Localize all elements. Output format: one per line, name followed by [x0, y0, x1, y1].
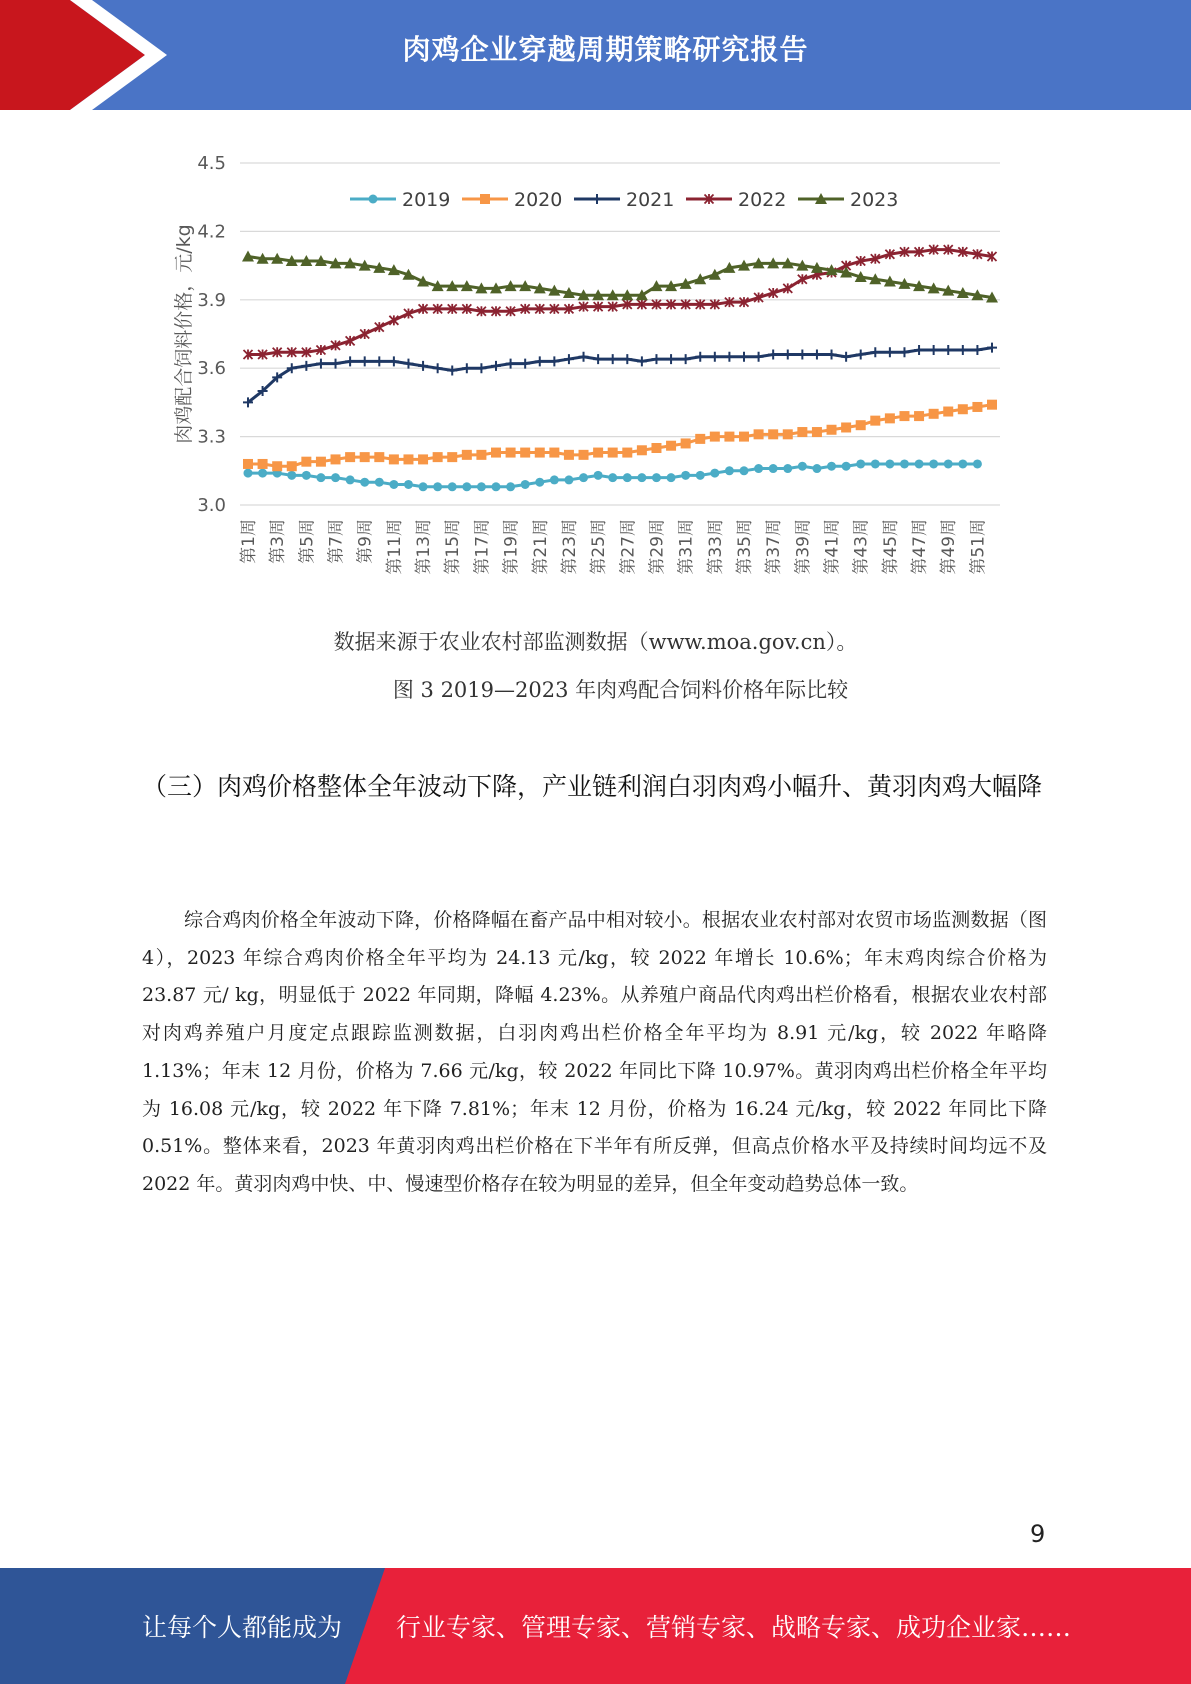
data-point	[345, 356, 355, 366]
data-point	[623, 473, 632, 482]
data-point	[958, 404, 968, 414]
x-tick-label: 第25周	[589, 519, 610, 575]
data-point	[419, 482, 428, 491]
data-point	[740, 466, 749, 475]
page-number: 9	[1030, 1520, 1046, 1548]
data-point	[287, 461, 297, 471]
data-point	[521, 480, 530, 489]
data-point	[579, 352, 589, 362]
data-point	[480, 194, 490, 204]
data-point	[929, 409, 939, 419]
x-tick-label: 第3周	[268, 519, 289, 564]
data-point	[622, 354, 632, 364]
data-point	[929, 345, 939, 355]
data-point	[316, 359, 326, 369]
data-point	[403, 454, 413, 464]
data-point	[389, 356, 399, 366]
data-point	[331, 473, 340, 482]
data-point	[681, 438, 691, 448]
data-point	[958, 459, 967, 468]
data-point	[389, 480, 398, 489]
x-tick-label: 第35周	[735, 519, 755, 575]
data-point	[564, 475, 573, 484]
data-point	[651, 443, 661, 453]
x-tick-label: 第7周	[326, 519, 347, 564]
y-tick-label: 3.6	[197, 358, 226, 380]
data-point	[418, 361, 428, 371]
data-point	[667, 473, 676, 482]
data-point	[404, 480, 413, 489]
data-point	[491, 361, 501, 371]
data-point	[856, 459, 865, 468]
data-point	[301, 457, 311, 467]
data-point	[360, 452, 370, 462]
data-point	[666, 441, 676, 451]
data-point	[768, 350, 778, 360]
data-point	[433, 482, 442, 491]
data-point	[885, 347, 895, 357]
data-point	[652, 473, 661, 482]
data-point	[681, 354, 691, 364]
x-tick-label: 第29周	[647, 519, 668, 575]
data-point	[943, 345, 953, 355]
data-point	[899, 347, 909, 357]
data-point	[798, 462, 807, 471]
x-tick-label: 第41周	[822, 519, 843, 575]
data-point	[535, 448, 545, 458]
x-tick-label: 第27周	[618, 519, 639, 575]
data-point	[346, 475, 355, 484]
data-point	[462, 450, 472, 460]
data-point	[433, 363, 443, 373]
data-point	[520, 448, 530, 458]
x-tick-label: 第11周	[384, 519, 405, 575]
x-tick-label: 第17周	[472, 519, 493, 575]
data-point	[724, 352, 734, 362]
data-point	[549, 448, 559, 458]
data-point	[243, 459, 253, 469]
data-point	[258, 459, 268, 469]
data-point	[783, 429, 793, 439]
data-point	[316, 473, 325, 482]
data-point	[754, 352, 764, 362]
data-point	[695, 352, 705, 362]
body-paragraph: 综合鸡肉价格全年波动下降，价格降幅在畜产品中相对较小。根据农业农村部对农贸市场监测数据（图 4），2023 年综合鸡肉价格全年平均为 24.13 元/kg，较 2022 年增长 10.6%；年末鸡肉综合价格为 23.87 元/ kg，明显低于 2022 年同期，降幅 4.23%。从养殖户商品代肉鸡出栏价格看，根据农业农村部对肉鸡养殖户月度定点跟踪监测数据，白羽肉鸡出栏价格全年平均为 8.91 元/kg，较 2022 年略降 1.13%；年末 12 月份，价格为 7.66 元/kg，较 2022 年同比下降 10.97%。黄羽肉鸡出栏价格全年平均为 16.08 元/kg，较 2022 年下降 7.81%；年末 12 月份，价格为 16.24 元/kg，较 2022 年同比下降 0.51%。整体来看，2023 年黄羽肉鸡出栏价格在下半年有所反弹，但高点价格水平及持续时间均远不及 2022 年。黄羽肉鸡中快、中、慢速型价格存在较为明显的差异，但全年变动趋势总体一致。	[142, 909, 1047, 1195]
data-point	[885, 413, 895, 423]
data-point	[520, 359, 530, 369]
data-point	[375, 478, 384, 487]
data-point	[564, 354, 574, 364]
data-point	[681, 471, 690, 480]
data-point	[754, 429, 764, 439]
data-point	[870, 416, 880, 426]
data-point	[842, 462, 851, 471]
data-point	[448, 482, 457, 491]
footer-slogan-left: 让每个人都能成为	[142, 1613, 343, 1642]
x-tick-label: 第39周	[793, 519, 814, 575]
data-point	[812, 350, 822, 360]
x-tick-label: 第15周	[443, 519, 464, 575]
data-point	[724, 432, 734, 442]
data-point	[841, 352, 851, 362]
figure-source: 数据来源于农业农村部监测数据（www.moa.gov.cn）。	[333, 630, 858, 654]
data-point	[594, 471, 603, 480]
data-point	[447, 365, 457, 375]
data-point	[331, 359, 341, 369]
x-tick-label: 第31周	[676, 519, 697, 575]
data-point	[389, 454, 399, 464]
legend-label: 2021	[626, 189, 675, 211]
x-tick-label: 第5周	[297, 519, 318, 564]
data-point	[579, 450, 589, 460]
data-point	[476, 363, 486, 373]
data-point	[301, 361, 311, 371]
data-point	[710, 469, 719, 478]
data-point	[258, 469, 267, 478]
data-point	[550, 475, 559, 484]
x-tick-label: 第37周	[764, 519, 785, 575]
data-point	[491, 448, 501, 458]
y-tick-label: 4.2	[197, 221, 226, 243]
data-point	[477, 482, 486, 491]
data-point	[360, 356, 370, 366]
data-point	[812, 464, 821, 473]
data-point	[418, 454, 428, 464]
series-line-2021	[248, 348, 992, 403]
data-point	[272, 461, 282, 471]
data-point	[462, 363, 472, 373]
data-point	[696, 471, 705, 480]
x-tick-label: 第21周	[530, 519, 551, 575]
data-point	[374, 452, 384, 462]
y-axis-label: 肉鸡配合饲料价格，元/kg	[173, 224, 195, 444]
data-point	[593, 448, 603, 458]
data-point	[710, 352, 720, 362]
data-point	[973, 459, 982, 468]
figure-caption: 图 3 2019—2023 年肉鸡配合饲料价格年际比较	[392, 678, 849, 702]
data-point	[369, 195, 378, 204]
data-point	[914, 345, 924, 355]
data-point	[535, 356, 545, 366]
y-tick-label: 3.9	[197, 289, 226, 311]
data-point	[302, 471, 311, 480]
legend-label: 2022	[738, 189, 787, 211]
data-point	[287, 471, 296, 480]
data-point	[739, 432, 749, 442]
data-point	[637, 445, 647, 455]
data-point	[885, 459, 894, 468]
x-tick-label: 第45周	[880, 519, 901, 575]
data-point	[564, 450, 574, 460]
data-point	[856, 420, 866, 430]
y-tick-label: 3.3	[197, 426, 226, 448]
data-point	[651, 354, 661, 364]
x-tick-label: 第23周	[559, 519, 580, 575]
x-tick-label: 第43周	[851, 519, 872, 575]
data-point	[827, 425, 837, 435]
data-point	[972, 402, 982, 412]
data-point	[549, 356, 559, 366]
data-point	[856, 350, 866, 360]
data-point	[592, 194, 602, 204]
footer-slogan-right: 行业专家、管理专家、营销专家、战略专家、成功企业家……	[396, 1613, 1072, 1642]
data-point	[900, 459, 909, 468]
legend-label: 2020	[514, 189, 563, 211]
data-point	[666, 354, 676, 364]
data-point	[447, 452, 457, 462]
data-point	[739, 352, 749, 362]
data-point	[797, 427, 807, 437]
data-point	[637, 356, 647, 366]
data-point	[476, 450, 486, 460]
data-point	[914, 411, 924, 421]
data-point	[769, 464, 778, 473]
data-point	[987, 400, 997, 410]
data-point	[506, 482, 515, 491]
header-title: 肉鸡企业穿越周期策略研究报告	[402, 33, 809, 66]
data-point	[360, 478, 369, 487]
data-point	[506, 448, 516, 458]
x-tick-label: 第33周	[705, 519, 726, 575]
data-point	[827, 462, 836, 471]
section-heading: （三）肉鸡价格整体全年波动下降，产业链利润白羽肉鸡小幅升、黄羽肉鸡大幅降	[142, 772, 1043, 801]
data-point	[768, 429, 778, 439]
legend-label: 2019	[402, 189, 451, 211]
page-header	[0, 0, 1191, 110]
data-point	[608, 473, 617, 482]
data-point	[244, 469, 253, 478]
y-tick-label: 3.0	[197, 495, 226, 516]
data-point	[331, 454, 341, 464]
page-footer	[0, 1568, 1191, 1684]
x-tick-label: 第49周	[939, 519, 960, 575]
x-tick-label: 第9周	[355, 519, 376, 564]
data-point	[783, 464, 792, 473]
data-point	[944, 459, 953, 468]
data-point	[695, 434, 705, 444]
data-point	[915, 459, 924, 468]
x-tick-label: 第1周	[239, 519, 259, 564]
data-point	[958, 345, 968, 355]
data-point	[871, 459, 880, 468]
data-point	[899, 411, 909, 421]
x-tick-label: 第19周	[501, 519, 522, 575]
data-point	[506, 359, 516, 369]
data-point	[929, 459, 938, 468]
data-point	[870, 347, 880, 357]
data-point	[987, 343, 997, 353]
data-point	[608, 448, 618, 458]
y-tick-label: 4.5	[197, 153, 226, 174]
data-point	[535, 478, 544, 487]
data-point	[462, 482, 471, 491]
data-point	[783, 350, 793, 360]
data-point	[710, 432, 720, 442]
data-point	[943, 407, 953, 417]
data-point	[622, 448, 632, 458]
data-point	[374, 356, 384, 366]
x-tick-label: 第47周	[910, 519, 931, 575]
x-tick-label: 第51周	[968, 519, 989, 575]
data-point	[579, 473, 588, 482]
data-point	[841, 422, 851, 432]
x-tick-label: 第13周	[414, 519, 435, 575]
data-point	[492, 482, 501, 491]
data-point	[812, 427, 822, 437]
series-line-2020	[248, 405, 992, 467]
data-point	[754, 464, 763, 473]
data-point	[725, 466, 734, 475]
data-point	[593, 354, 603, 364]
data-point	[403, 359, 413, 369]
chart-canvas	[160, 125, 1030, 605]
data-point	[345, 452, 355, 462]
data-point	[972, 345, 982, 355]
data-point	[637, 473, 646, 482]
data-point	[433, 452, 443, 462]
legend-label: 2023	[850, 189, 899, 211]
data-point	[797, 350, 807, 360]
data-point	[827, 350, 837, 360]
data-point	[608, 354, 618, 364]
data-point	[316, 457, 326, 467]
